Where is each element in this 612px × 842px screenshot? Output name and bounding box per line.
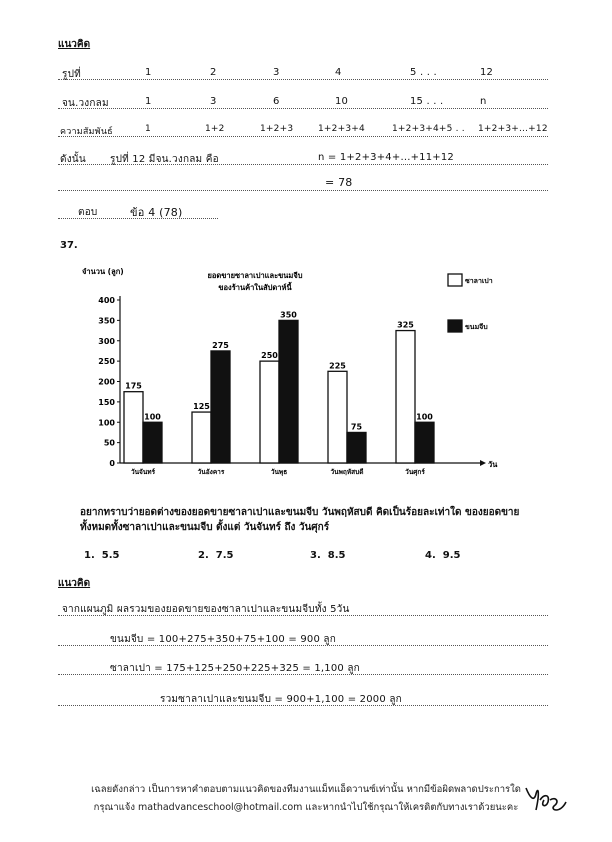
row-label: ความสัมพันธ์ <box>60 127 113 137</box>
bar <box>347 432 366 463</box>
bar-value-label: 100 <box>144 412 161 422</box>
option-1[interactable]: 1. 5.5 <box>84 550 120 561</box>
y-tick-label: 400 <box>98 296 115 305</box>
bar <box>124 392 143 463</box>
bar <box>211 351 230 463</box>
question-number: 37. <box>60 240 78 251</box>
row-value: 10 <box>335 96 349 107</box>
row-value: 2 <box>210 67 217 78</box>
row-value: 1 <box>145 124 151 134</box>
row-value: 1 <box>145 67 152 78</box>
bar-value-label: 100 <box>416 412 433 422</box>
row-value: 1+2+3 <box>260 124 294 134</box>
row-value: 1+2 <box>205 124 225 134</box>
row-value: 4 <box>335 67 342 78</box>
dotted-line <box>58 190 548 191</box>
bar-value-label: 325 <box>397 320 414 330</box>
question-text: อยากทราบว่ายอดต่างของยอดขายซาลาเปาและขนมจีบ วันพฤหัสบดี คิดเป็นร้อยละเท่าใด ของยอดขายทั้งหมดทั้งซาลาเปาและขนมจีบ ตั้งแต่ วันจันทร์ ถึง วันศุกร์ <box>80 507 520 533</box>
option-4[interactable]: 4. 9.5 <box>425 550 461 561</box>
x-tick-label: วันศุกร์ <box>405 468 425 476</box>
row-value: n <box>480 96 487 107</box>
legend-swatch <box>448 274 462 286</box>
solution-line: จากแผนภูมิ ผลรวมของยอดขายของซาลาเปาและขนมจีบทั้ง 5วัน <box>62 604 350 615</box>
dotted-line <box>58 136 548 137</box>
legend-label: ขนมจีบ <box>465 323 488 331</box>
row-value: 1 <box>145 96 152 107</box>
solution-line: รวมซาลาเปาและขนมจีบ = 900+1,100 = 2000 ลูก <box>160 694 402 705</box>
option-3[interactable]: 3. 8.5 <box>310 550 346 561</box>
x-tick-label: วันอังคาร <box>197 468 225 476</box>
row-value: 5 . . . <box>410 67 437 78</box>
x-tick-label: วันพฤหัสบดี <box>330 468 364 476</box>
bar-value-label: 350 <box>280 310 297 320</box>
conclusion-result: = 78 <box>325 176 353 189</box>
signature <box>520 780 570 820</box>
y-tick-label: 0 <box>109 459 115 468</box>
row-value: 3 <box>210 96 217 107</box>
conclusion-text: รูปที่ 12 มีจน.วงกลม คือ <box>110 154 219 165</box>
bar <box>328 371 347 463</box>
bar-chart <box>80 258 520 493</box>
solution-heading: แนวคิด <box>58 578 91 589</box>
conclusion-lead: ดังนั้น <box>60 154 86 165</box>
y-tick-label: 300 <box>98 336 115 346</box>
row-value: 1+2+3+4 <box>318 124 365 134</box>
legend-label: ซาลาเปา <box>465 277 493 285</box>
x-axis-arrow <box>480 460 486 466</box>
x-tick-label: วันจันทร์ <box>130 468 156 476</box>
y-tick-label: 150 <box>98 397 115 407</box>
y-tick-label: 250 <box>98 357 115 367</box>
bar-value-label: 250 <box>261 351 278 361</box>
bar <box>279 320 298 463</box>
chart-subtitle: ของร้านค้าในสัปดาห์นี้ <box>218 283 292 292</box>
bar-value-label: 225 <box>329 361 346 371</box>
row-value: 1+2+3+...+12 <box>478 124 548 134</box>
y-tick-label: 50 <box>103 438 115 448</box>
footer-contact: กรุณาแจ้ง mathadvanceschool@hotmail.com และหากนำไปใช้กรุณาให้เครดิตกับทางเราด้วยนะคะ <box>93 802 519 813</box>
bar <box>260 361 279 463</box>
row-value: 3 <box>273 67 280 78</box>
row-value: 6 <box>273 96 280 107</box>
dotted-line <box>58 108 548 109</box>
bar <box>192 412 211 463</box>
chart-title: ยอดขายซาลาเปาและขนมจีบ <box>207 271 303 280</box>
bar-value-label: 75 <box>350 422 363 432</box>
x-tick-label: วันพุธ <box>270 468 288 476</box>
bar-value-label: 275 <box>212 340 229 350</box>
bar-value-label: 125 <box>193 402 210 412</box>
answer-label: ตอบ <box>78 207 98 218</box>
bar <box>396 331 415 463</box>
bar-value-label: 175 <box>125 381 142 391</box>
bar <box>143 422 162 463</box>
x-axis-label: วัน <box>488 460 498 469</box>
top-heading: แนวคิด <box>58 39 91 50</box>
y-tick-label: 200 <box>98 377 115 387</box>
answer-value: ข้อ 4 (78) <box>130 206 183 219</box>
y-tick-label: 100 <box>98 418 115 428</box>
row-value: 1+2+3+4+5 . . <box>392 124 465 134</box>
solution-line: ซาลาเปา = 175+125+250+225+325 = 1,100 ลูก <box>110 663 360 674</box>
y-tick-label: 350 <box>98 316 115 326</box>
footer-note: เฉลยดังกล่าว เป็นการหาคำตอบตามแนวคิดของทีมงานแม็ทแอ็ดวานซ์เท่านั้น หากมีข้อผิดพลาดประการใด <box>91 784 521 795</box>
conclusion-equation: n = 1+2+3+4+...+11+12 <box>318 152 454 163</box>
row-label: จน.วงกลม <box>62 98 109 109</box>
row-label: รูปที่ <box>62 69 81 80</box>
dotted-line <box>58 79 548 80</box>
option-2[interactable]: 2. 7.5 <box>198 550 234 561</box>
row-value: 12 <box>480 67 494 78</box>
y-axis-label: จำนวน (ลูก) <box>82 267 124 276</box>
solution-line: ขนมจีบ = 100+275+350+75+100 = 900 ลูก <box>110 634 336 645</box>
bar <box>415 422 434 463</box>
row-value: 15 . . . <box>410 96 444 107</box>
legend-swatch <box>448 320 462 332</box>
